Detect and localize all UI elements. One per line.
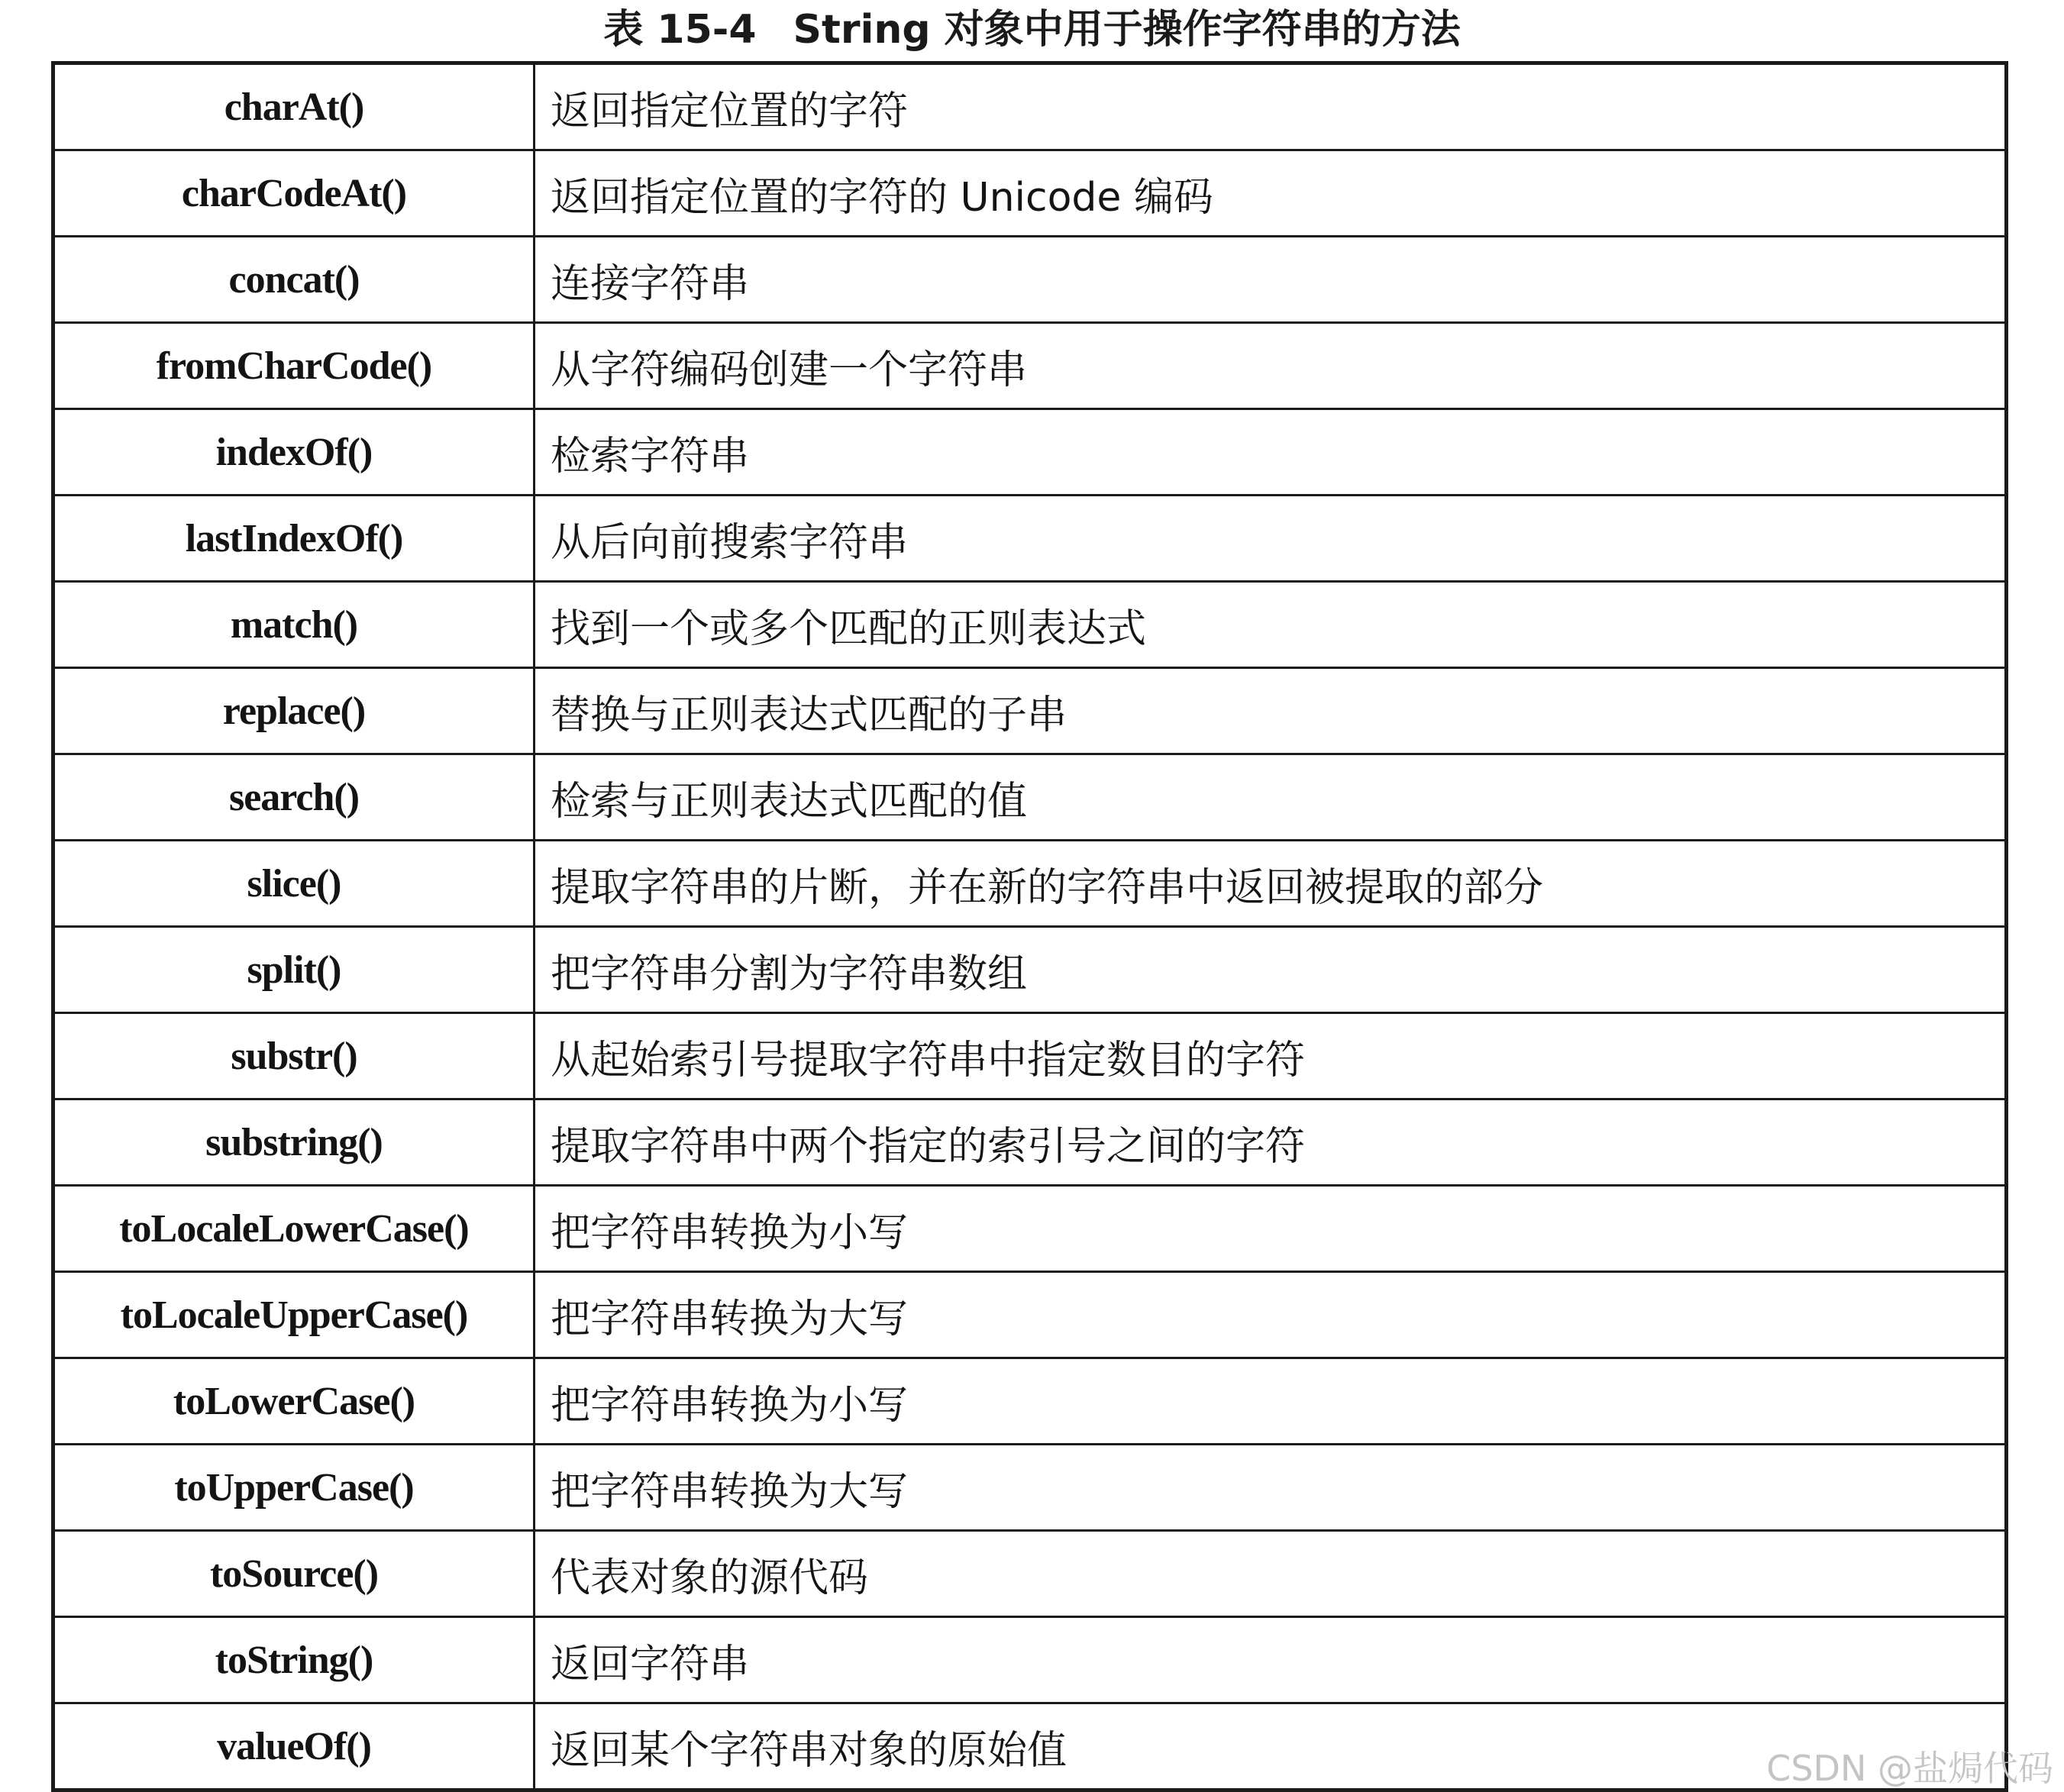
method-name-cell: fromCharCode() <box>53 323 535 409</box>
method-description-cell: 从起始索引号提取字符串中指定数目的字符 <box>535 1013 2007 1099</box>
table-row <box>53 150 2007 237</box>
method-name-cell: lastIndexOf() <box>53 496 535 582</box>
method-description-cell: 提取字符串的片断，并在新的字符串中返回被提取的部分 <box>535 841 2007 927</box>
method-description-cell: 把字符串转换为小写 <box>535 1358 2007 1445</box>
method-description-cell: 检索字符串 <box>535 409 2007 496</box>
csdn-watermark: CSDN @盐焗代码 <box>1766 1748 2053 1789</box>
method-description-cell: 检索与正则表达式匹配的值 <box>535 754 2007 841</box>
table-body <box>53 63 2007 1790</box>
table-row <box>53 496 2007 582</box>
method-name-cell: toLocaleLowerCase() <box>53 1186 535 1272</box>
method-description-cell: 把字符串分割为字符串数组 <box>535 927 2007 1013</box>
method-description-cell: 返回指定位置的字符 <box>535 63 2007 150</box>
method-name-cell: toUpperCase() <box>53 1445 535 1531</box>
method-name-cell: substr() <box>53 1013 535 1099</box>
table-row <box>53 1617 2007 1703</box>
table-row <box>53 582 2007 668</box>
method-description-cell: 把字符串转换为大写 <box>535 1445 2007 1531</box>
string-methods-table <box>51 61 2008 1792</box>
method-description-cell: 把字符串转换为大写 <box>535 1272 2007 1358</box>
table-title: String 对象中用于操作字符串的方法 <box>793 7 1461 53</box>
method-name-cell: charCodeAt() <box>53 150 535 237</box>
table-row <box>53 927 2007 1013</box>
method-name-cell: split() <box>53 927 535 1013</box>
table-row <box>53 1445 2007 1531</box>
method-name-cell: substring() <box>53 1099 535 1186</box>
method-name-cell: replace() <box>53 668 535 754</box>
method-description-cell: 返回某个字符串对象的原始值 <box>535 1703 2007 1790</box>
table-row <box>53 841 2007 927</box>
table-row <box>53 1186 2007 1272</box>
table-row <box>53 1099 2007 1186</box>
method-name-cell: toSource() <box>53 1531 535 1617</box>
method-name-cell: match() <box>53 582 535 668</box>
table-row <box>53 754 2007 841</box>
method-description-cell: 返回字符串 <box>535 1617 2007 1703</box>
method-name-cell: valueOf() <box>53 1703 535 1790</box>
table-row <box>53 1531 2007 1617</box>
method-description-cell: 代表对象的源代码 <box>535 1531 2007 1617</box>
method-name-cell: toLocaleUpperCase() <box>53 1272 535 1358</box>
table-row <box>53 1272 2007 1358</box>
method-description-cell: 找到一个或多个匹配的正则表达式 <box>535 582 2007 668</box>
method-description-cell: 提取字符串中两个指定的索引号之间的字符 <box>535 1099 2007 1186</box>
table-row <box>53 1013 2007 1099</box>
method-name-cell: charAt() <box>53 63 535 150</box>
table-number: 表 15-4 <box>603 7 757 53</box>
method-name-cell: concat() <box>53 237 535 323</box>
method-name-cell: toString() <box>53 1617 535 1703</box>
table-row <box>53 63 2007 150</box>
table-row <box>53 1358 2007 1445</box>
method-description-cell: 把字符串转换为小写 <box>535 1186 2007 1272</box>
table-caption <box>0 6 2064 53</box>
table-row <box>53 1703 2007 1790</box>
table-row <box>53 409 2007 496</box>
method-description-cell: 替换与正则表达式匹配的子串 <box>535 668 2007 754</box>
table-row <box>53 237 2007 323</box>
method-description-cell: 返回指定位置的字符的 Unicode 编码 <box>535 150 2007 237</box>
method-description-cell: 连接字符串 <box>535 237 2007 323</box>
method-name-cell: indexOf() <box>53 409 535 496</box>
method-name-cell: slice() <box>53 841 535 927</box>
method-description-cell: 从后向前搜索字符串 <box>535 496 2007 582</box>
table-row <box>53 323 2007 409</box>
method-description-cell: 从字符编码创建一个字符串 <box>535 323 2007 409</box>
method-name-cell: toLowerCase() <box>53 1358 535 1445</box>
table-row <box>53 668 2007 754</box>
method-name-cell: search() <box>53 754 535 841</box>
